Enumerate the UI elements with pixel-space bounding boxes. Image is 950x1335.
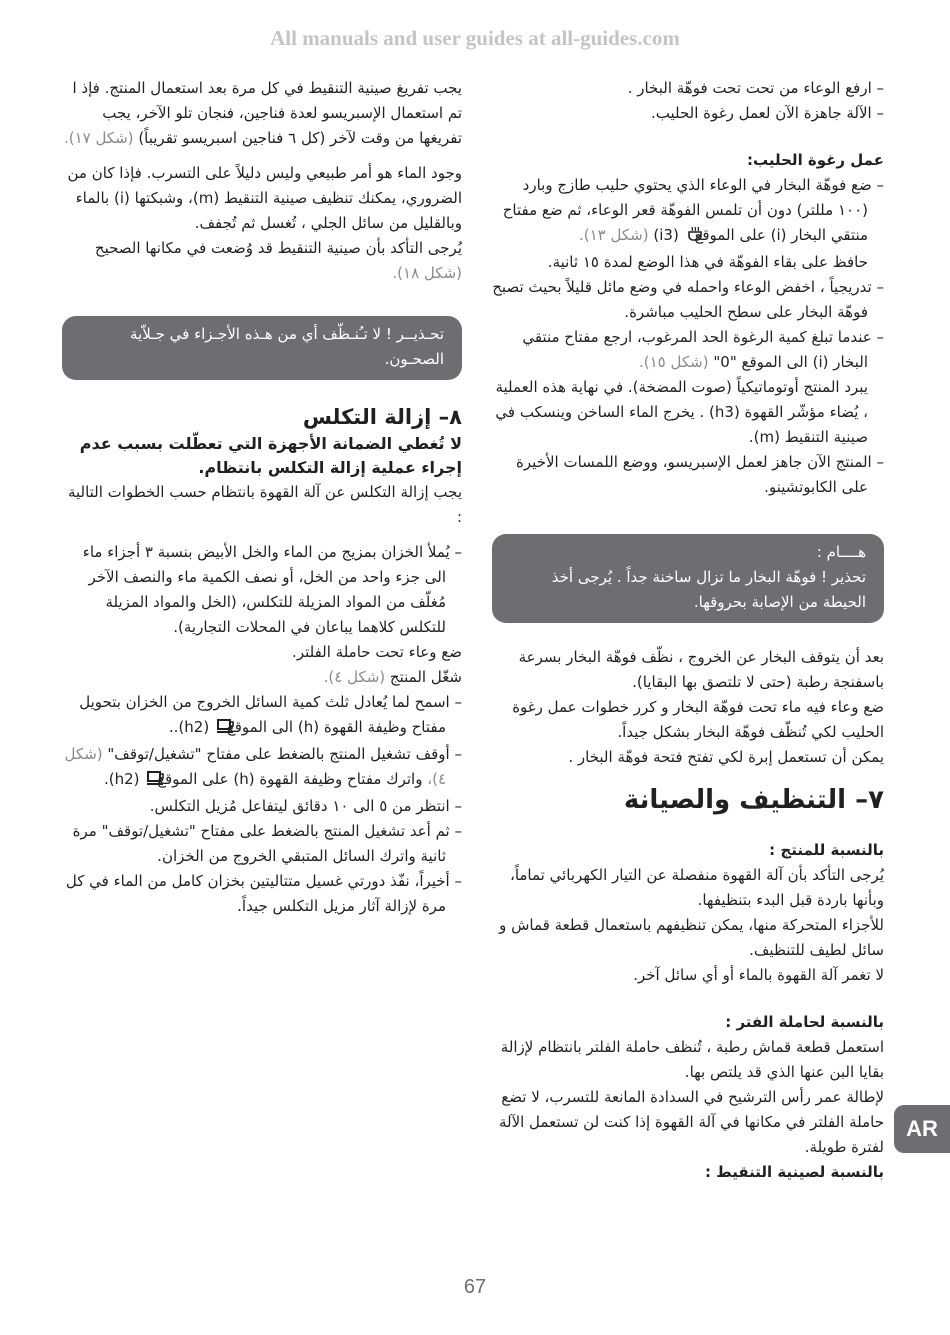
paragraph: يبرد المنتج أوتوماتيكياً (صوت المضخة). في نهاية هذه العملية ، يُضاء مؤشّر القهوة (h3) . يخرج الماء الساخن وينسكب في صينية التنقيط (m).	[495, 378, 868, 446]
section-8-title: ٨– إزالة التكلس	[302, 405, 462, 429]
paragraph: يجب إزالة التكلس عن آلة القهوة بانتظام حسب الخطوات التالية :	[67, 483, 462, 526]
coffee-cup-icon	[146, 769, 150, 794]
paragraph: يُرجى التأكد بأن صينية التنقيط قد وُضعت في مكانها الصحيح (شكل ١٨).	[94, 239, 462, 282]
froth-step-4: – المنتج الآن جاهز لعمل الإسبريسو، ووضع اللمسات الأخيرة على الكابوتشينو.	[516, 453, 884, 496]
paragraph: للأجزاء المتحركة منها، يمكن تنظيفهم باستعمال قطعة قماش و سائل لطيف للتنظيف.	[499, 916, 884, 959]
froth-heading: عمل رغوة الحليب:	[747, 151, 884, 169]
product-heading: بالنسبة للمنتج :	[769, 841, 884, 859]
descale-step-5: – ثم أعد تشغيل المنتج بالضغط على مفتاح "تشغيل/توقف" مرة ثانية واترك السائل المتبقي الخروج من الخزان.	[72, 822, 462, 865]
right-column	[492, 76, 884, 1185]
paragraph: شغّل المنتج (شكل ٤).	[323, 668, 462, 686]
paragraph: وجود الماء هو أمر طبيعي وليس دليلاً على التسرب. فإذا كان من الضروري، يمكنك تنظيف صينية التنقيط (m)، وشبكتها (i) بالماء وبالقليل من سائل الجلي ، تُغسل ثم تُجفف.	[67, 164, 462, 232]
warning-text: تحذير ! فوهّة البخار ما تزال ساخنة جداً . يُرجى أخذ الحيطة من الإصابة بحروقها.	[551, 568, 866, 611]
descale-step-4: – انتظر من ٥ الى ١٠ دقائق ليتفاعل مُزيل التكلس.	[149, 797, 462, 815]
paragraph: لا تغمر آلة القهوة بالماء أو أي سائل آخر.	[633, 966, 884, 984]
paragraph: يمكن أن تستعمل إبرة لكي تفتح فتحة فوهّة البخار .	[568, 748, 884, 766]
warning-title: هــــام :	[816, 543, 866, 561]
froth-step-3: – عندما تبلغ كمية الرغوة الحد المرغوب، ارجع مفتاح منتقي البخار (i) الى الموقع "0" (شكل ١٥).	[522, 328, 884, 371]
left-column	[62, 76, 462, 919]
paragraph: – ارفع الوعاء من تحت تحت فوهّة البخار .	[627, 79, 884, 97]
descale-step-3: – أوقف تشغيل المنتج بالضغط على مفتاح "تشغيل/توقف" (شكل ٤)، واترك مفتاح وظيفة القهوة (h) على الموقع (h2).	[62, 742, 462, 794]
caution-text: تحـذيــر ! لا تـُنـظّف أي من هـذه الأجـزاء في جـلاّية الصحـون.	[130, 325, 444, 368]
paragraph: حافظ على بقاء الفوهّة في هذا الوضع لمدة ١٥ ثانية.	[547, 253, 868, 271]
language-tab: AR	[894, 1105, 950, 1153]
steam-cup-icon	[686, 225, 688, 250]
section-7-title: ٧– التنظيف والصيانة	[623, 785, 884, 815]
paragraph: يجب تفريغ صينية التنقيط في كل مرة بعد استعمال المنتج. فإذ ا تم استعمال الإسبريسو لعدة فناجين، فنجان تلو الآخر، يجب تفريغها من وقت لآخر (كل ٦ فناجين اسبريسو تقريباً) (شكل ١٧).	[63, 79, 462, 147]
caution-box	[62, 316, 462, 380]
warning-box	[492, 534, 884, 623]
paragraph: ضع وعاء تحت حاملة الفلتر.	[292, 643, 462, 661]
filter-heading: بالنسبة لحاملة الفتر :	[725, 1013, 884, 1031]
descale-step-2: – اسمح لما يُعادل ثلث كمية السائل الخروج من الخزان بتحويل مفتاح وظيفة القهوة (h) الى الموقع (h2)..	[62, 690, 462, 742]
paragraph: بعد أن يتوقف البخار عن الخروج ، نظّف فوهّة البخار بسرعة باسفنجة رطبة (حتى لا تلتصق بها البقايا).	[518, 648, 884, 691]
watermark: All manuals and user guides at all-guides.com	[270, 26, 680, 50]
froth-step-2: – تدريجياً ، اخفض الوعاء واحمله في وضع مائل قليلاً بحيث تصبح فوهّة البخار على سطح الحليب مباشرة.	[492, 278, 884, 321]
paragraph: ضع وعاء فيه ماء تحت فوهّة البخار و كرر خطوات عمل رغوة الحليب لكي تُنظّف فوهّة البخار بشكل جيداً.	[512, 698, 884, 741]
coffee-cup-icon	[216, 717, 220, 742]
froth-step-1: – ضع فوهّة البخار في الوعاء الذي يحتوي حليب طازج وبارد (١٠٠ مللتر) دون أن تلمس الفوهّة قعر الوعاء، ثم ضع مفتاح منتقي البخار (i) على الموقع (i3) (شكل ١٣).	[492, 173, 884, 250]
drip-tray-heading: بالنسبة لصينية التنقيط :	[704, 1163, 884, 1181]
page-number: 67	[463, 1276, 487, 1298]
paragraph: يُرجى التأكد بأن آلة القهوة منفصلة عن التيار الكهربائي تماماً، وبأنها باردة قبل البدء بتنظيفها.	[509, 866, 884, 909]
paragraph: – الآلة جاهزة الآن لعمل رغوة الحليب.	[650, 104, 884, 122]
descale-step-6: – أخيراً، نفّذ دورتي غسيل متتاليتين بخزان كامل من الماء في كل مرة لإزالة آثار مزيل التكلس جيداً.	[65, 872, 462, 915]
descale-step-1: – يُملأ الخزان بمزيج من الماء والخل الأبيض بنسبة ٣ أجزاء ماء الى جزء واحد من الخل، أو نصف الكمية ماء والنصف الآخر مُغلّف من المواد المزيلة للتكلس، (الخل والمواد المزيلة للتكلس كلاهما يباعان في المحلات التجارية).	[82, 543, 462, 636]
warranty-note: لا تُغطي الضمانة الأجهزة التي تعطّلت بسبب عدم إجراء عملية إزالة التكلس بانتظام.	[79, 434, 462, 477]
paragraph: لإطالة عمر رأس الترشيح في السدادة المانعة للتسرب، لا تضع حاملة الفلتر في مكانها في آلة القهوة إذا كنت لن تستعمل الآلة لفترة طويلة.	[498, 1088, 884, 1156]
paragraph: استعمل قطعة قماش رطبة ، تُنظف حاملة الفلتر بانتظام لإزالة بقايا البن عنها الذي قد يلتص بها.	[500, 1038, 884, 1081]
